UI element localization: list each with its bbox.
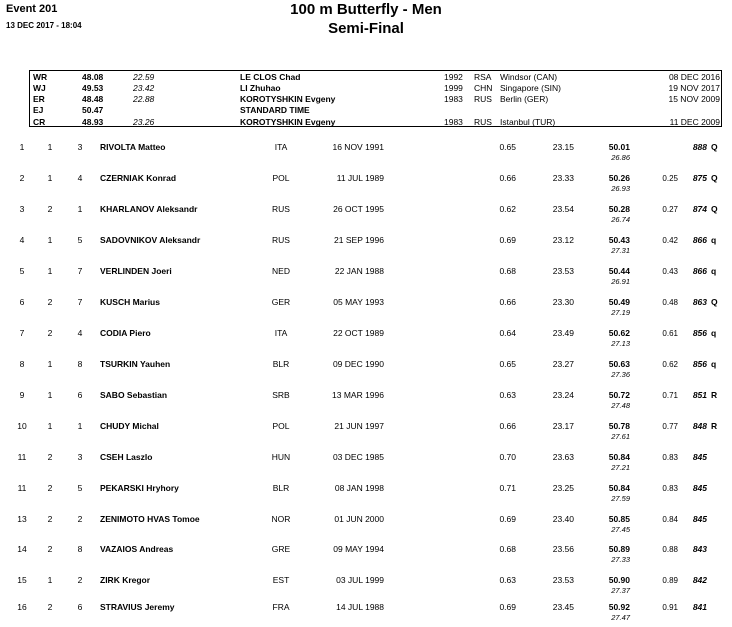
result-rank: 9 (19, 390, 25, 400)
result-lane: 4 (77, 328, 83, 338)
result-split-50: 23.30 (552, 297, 574, 307)
result-split-50: 23.25 (552, 483, 574, 493)
result-split-second: 27.31 (611, 246, 630, 255)
record-holder: LE CLOS Chad (240, 72, 301, 82)
result-time-behind: 0.43 (662, 267, 678, 276)
result-birthdate: 09 DEC 1990 (332, 359, 384, 369)
result-lane: 8 (77, 544, 83, 554)
result-reaction-time: 0.66 (499, 421, 516, 431)
result-reaction-time: 0.64 (499, 328, 516, 338)
result-athlete: CZERNIAK Konrad (100, 173, 177, 183)
result-time-behind: 0.83 (662, 484, 678, 493)
result-reaction-time: 0.66 (499, 297, 516, 307)
result-final-time: 50.85 (608, 514, 630, 524)
result-nation: SRB (272, 390, 290, 400)
result-birthdate: 13 MAR 1996 (332, 390, 384, 400)
record-split: 23.42 (133, 83, 155, 93)
result-qualification: R (711, 421, 718, 431)
event-title: 100 m Butterfly - Men (290, 1, 442, 18)
result-reaction-time: 0.65 (499, 359, 516, 369)
result-athlete: KHARLANOV Aleksandr (100, 204, 198, 214)
result-row (0, 599, 732, 627)
result-split-50: 23.53 (552, 575, 574, 585)
record-code: WJ (33, 83, 46, 93)
result-lane: 3 (77, 142, 83, 152)
result-points: 863 (692, 297, 707, 307)
result-row (0, 387, 732, 415)
result-split-50: 23.27 (552, 359, 574, 369)
result-split-50: 23.40 (552, 514, 574, 524)
result-row (0, 294, 732, 322)
result-split-50: 23.12 (552, 235, 574, 245)
result-qualification: Q (711, 142, 718, 152)
result-nation: FRA (272, 602, 290, 612)
result-athlete: ZENIMOTO HVAS Tomoe (100, 514, 200, 524)
result-rank: 11 (17, 452, 27, 462)
result-rank: 6 (19, 297, 25, 307)
record-time: 50.47 (82, 105, 104, 115)
record-time: 48.93 (82, 117, 104, 127)
result-rank: 16 (17, 602, 27, 612)
result-heat: 2 (47, 602, 53, 612)
result-lane: 3 (77, 452, 83, 462)
result-heat: 2 (47, 297, 53, 307)
result-qualification: Q (711, 297, 718, 307)
result-qualification: Q (711, 204, 718, 214)
result-birthdate: 21 SEP 1996 (334, 235, 384, 245)
result-rank: 10 (17, 421, 27, 431)
result-heat: 1 (47, 235, 53, 245)
result-lane: 6 (77, 602, 83, 612)
result-row (0, 139, 732, 167)
result-split-second: 27.45 (611, 525, 630, 534)
result-reaction-time: 0.63 (499, 575, 516, 585)
result-final-time: 50.72 (608, 390, 630, 400)
result-points: 875 (692, 173, 707, 183)
result-points: 845 (692, 483, 707, 493)
result-final-time: 50.90 (608, 575, 630, 585)
result-rank: 4 (19, 235, 25, 245)
record-date: 19 NOV 2017 (668, 83, 720, 93)
result-athlete: KUSCH Marius (100, 297, 160, 307)
result-time-behind: 0.71 (662, 391, 678, 400)
result-split-50: 23.63 (552, 452, 574, 462)
result-rank: 8 (19, 359, 25, 369)
result-reaction-time: 0.63 (499, 390, 516, 400)
record-place: Berlin (GER) (500, 94, 549, 104)
event-number: Event 201 (6, 3, 58, 15)
result-reaction-time: 0.68 (499, 544, 516, 554)
result-split-second: 27.47 (611, 613, 630, 622)
result-qualification: Q (711, 173, 718, 183)
result-athlete: VAZAIOS Andreas (100, 544, 174, 554)
result-lane: 4 (77, 173, 83, 183)
result-points: 843 (692, 544, 707, 554)
result-athlete: ZIRK Kregor (100, 575, 151, 585)
records-table (29, 70, 722, 127)
result-split-50: 23.54 (552, 204, 574, 214)
result-split-second: 26.86 (611, 153, 630, 162)
record-row (30, 72, 723, 83)
result-nation: NED (272, 266, 290, 276)
record-year: 1983 (444, 117, 463, 127)
result-heat: 2 (47, 328, 53, 338)
result-rank: 13 (17, 514, 27, 524)
result-rank: 5 (19, 266, 25, 276)
result-final-time: 50.84 (608, 483, 630, 493)
result-qualification: q (711, 266, 717, 276)
result-final-time: 50.92 (608, 602, 630, 612)
record-place: Windsor (CAN) (500, 72, 558, 82)
result-rank: 3 (19, 204, 25, 214)
result-time-behind: 0.88 (662, 545, 678, 554)
record-place: Singapore (SIN) (500, 83, 561, 93)
result-reaction-time: 0.66 (499, 173, 516, 183)
result-heat: 2 (47, 452, 53, 462)
record-row (30, 83, 723, 94)
result-nation: GER (271, 297, 291, 307)
result-athlete: RIVOLTA Matteo (100, 142, 166, 152)
result-split-second: 27.48 (611, 401, 630, 410)
result-points: 842 (692, 575, 707, 585)
result-birthdate: 16 NOV 1991 (332, 142, 384, 152)
result-split-second: 27.13 (611, 339, 630, 348)
result-split-50: 23.15 (552, 142, 574, 152)
event-datetime: 13 DEC 2017 - 18:04 (6, 21, 82, 30)
result-split-second: 26.93 (611, 184, 630, 193)
result-birthdate: 21 JUN 1997 (334, 421, 384, 431)
result-final-time: 50.26 (608, 173, 630, 183)
result-split-50: 23.17 (552, 421, 574, 431)
result-points: 856 (692, 328, 707, 338)
result-rank: 14 (17, 544, 27, 554)
result-reaction-time: 0.70 (499, 452, 516, 462)
result-split-second: 27.37 (611, 586, 630, 595)
result-time-behind: 0.83 (662, 453, 678, 462)
result-heat: 2 (47, 514, 53, 524)
record-nation: RUS (474, 117, 492, 127)
result-birthdate: 08 JAN 1998 (334, 483, 384, 493)
result-birthdate: 03 JUL 1999 (336, 575, 384, 585)
result-birthdate: 22 OCT 1989 (333, 328, 384, 338)
result-split-50: 23.53 (552, 266, 574, 276)
result-split-second: 27.59 (611, 494, 630, 503)
result-heat: 1 (47, 173, 53, 183)
result-athlete: STRAVIUS Jeremy (100, 602, 175, 612)
result-athlete: CODIA Piero (100, 328, 151, 338)
result-row (0, 232, 732, 260)
result-rank: 11 (17, 483, 27, 493)
result-final-time: 50.43 (608, 235, 630, 245)
result-split-second: 26.74 (611, 215, 630, 224)
result-nation: BLR (272, 359, 290, 369)
record-code: ER (33, 94, 45, 104)
result-reaction-time: 0.65 (499, 142, 516, 152)
result-heat: 1 (47, 390, 53, 400)
result-birthdate: 05 MAY 1993 (333, 297, 384, 307)
record-split: 22.59 (133, 72, 155, 82)
result-points: 848 (692, 421, 707, 431)
result-heat: 1 (47, 575, 53, 585)
result-birthdate: 09 MAY 1994 (333, 544, 384, 554)
result-lane: 2 (77, 514, 83, 524)
result-reaction-time: 0.69 (499, 235, 516, 245)
result-final-time: 50.62 (608, 328, 630, 338)
result-split-50: 23.49 (552, 328, 574, 338)
record-nation: RSA (474, 72, 492, 82)
result-heat: 2 (47, 204, 53, 214)
record-holder: STANDARD TIME (240, 105, 310, 115)
result-split-second: 27.61 (611, 432, 630, 441)
result-row (0, 449, 732, 477)
result-split-second: 27.36 (611, 370, 630, 379)
result-heat: 2 (47, 544, 53, 554)
result-athlete: PEKARSKI Hryhory (100, 483, 179, 493)
record-time: 48.48 (82, 94, 104, 104)
result-row (0, 325, 732, 353)
result-final-time: 50.78 (608, 421, 630, 431)
result-reaction-time: 0.68 (499, 266, 516, 276)
record-holder: KOROTYSHKIN Evgeny (240, 94, 336, 104)
record-split: 22.88 (133, 94, 155, 104)
result-heat: 2 (47, 483, 53, 493)
record-time: 49.53 (82, 83, 104, 93)
result-rank: 7 (19, 328, 25, 338)
result-nation: NOR (271, 514, 291, 524)
result-rank: 2 (19, 173, 25, 183)
record-split: 23.26 (133, 117, 155, 127)
record-date: 08 DEC 2016 (668, 72, 720, 82)
record-code: EJ (33, 105, 44, 115)
result-lane: 2 (77, 575, 83, 585)
result-nation: HUN (271, 452, 291, 462)
record-nation: CHN (474, 83, 493, 93)
result-row (0, 356, 732, 384)
result-lane: 1 (77, 421, 83, 431)
result-split-second: 27.21 (611, 463, 630, 472)
result-rank: 1 (19, 142, 25, 152)
result-split-50: 23.24 (552, 390, 574, 400)
result-lane: 7 (77, 266, 83, 276)
result-time-behind: 0.62 (662, 360, 678, 369)
result-nation: POL (272, 421, 290, 431)
result-split-50: 23.56 (552, 544, 574, 554)
result-split-50: 23.45 (552, 602, 574, 612)
result-heat: 1 (47, 142, 53, 152)
result-qualification: q (711, 328, 717, 338)
result-row (0, 263, 732, 291)
result-time-behind: 0.61 (662, 329, 678, 338)
result-row (0, 480, 732, 508)
result-nation: RUS (272, 204, 290, 214)
result-time-behind: 0.27 (662, 205, 678, 214)
result-time-behind: 0.25 (662, 174, 678, 183)
result-final-time: 50.84 (608, 452, 630, 462)
record-place: Istanbul (TUR) (500, 117, 556, 127)
record-date: 15 NOV 2009 (668, 94, 720, 104)
result-rank: 15 (17, 575, 27, 585)
result-athlete: CSEH Laszlo (100, 452, 153, 462)
record-nation: RUS (474, 94, 492, 104)
result-split-second: 27.33 (611, 555, 630, 564)
result-time-behind: 0.89 (662, 576, 678, 585)
result-athlete: VERLINDEN Joeri (100, 266, 172, 276)
result-points: 888 (692, 142, 707, 152)
result-points: 851 (692, 390, 707, 400)
result-reaction-time: 0.69 (499, 602, 516, 612)
result-lane: 7 (77, 297, 83, 307)
record-code: WR (33, 72, 48, 82)
result-final-time: 50.44 (608, 266, 630, 276)
result-qualification: q (711, 359, 717, 369)
result-final-time: 50.28 (608, 204, 630, 214)
result-birthdate: 26 OCT 1995 (333, 204, 384, 214)
result-birthdate: 03 DEC 1985 (332, 452, 384, 462)
result-athlete: CHUDY Michal (100, 421, 159, 431)
result-nation: ITA (274, 142, 288, 152)
result-points: 866 (692, 235, 707, 245)
result-reaction-time: 0.69 (499, 514, 516, 524)
result-lane: 5 (77, 235, 83, 245)
result-split-50: 23.33 (552, 173, 574, 183)
result-final-time: 50.63 (608, 359, 630, 369)
result-split-second: 27.19 (611, 308, 630, 317)
result-row (0, 511, 732, 539)
record-year: 1983 (444, 94, 463, 104)
record-row (30, 117, 723, 128)
result-points: 845 (692, 514, 707, 524)
result-split-second: 26.91 (611, 277, 630, 286)
event-phase: Semi-Final (328, 20, 404, 37)
result-birthdate: 11 JUL 1989 (336, 173, 384, 183)
result-nation: EST (272, 575, 290, 585)
result-time-behind: 0.48 (662, 298, 678, 307)
result-heat: 1 (47, 359, 53, 369)
result-qualification: R (711, 390, 718, 400)
result-final-time: 50.49 (608, 297, 630, 307)
result-lane: 1 (77, 204, 83, 214)
result-birthdate: 14 JUL 1988 (336, 602, 384, 612)
result-final-time: 50.01 (608, 142, 630, 152)
result-points: 866 (692, 266, 707, 276)
result-athlete: SADOVNIKOV Aleksandr (100, 235, 201, 245)
result-nation: POL (272, 173, 290, 183)
result-athlete: TSURKIN Yauhen (100, 359, 171, 369)
result-row (0, 418, 732, 446)
result-final-time: 50.89 (608, 544, 630, 554)
result-qualification: q (711, 235, 717, 245)
result-row (0, 170, 732, 198)
result-time-behind: 0.84 (662, 515, 678, 524)
result-points: 841 (692, 602, 707, 612)
result-nation: ITA (274, 328, 288, 338)
result-row (0, 541, 732, 569)
result-nation: GRE (271, 544, 291, 554)
result-row (0, 572, 732, 600)
result-birthdate: 22 JAN 1988 (334, 266, 384, 276)
result-nation: BLR (272, 483, 290, 493)
record-row (30, 94, 723, 105)
result-nation: RUS (272, 235, 290, 245)
result-reaction-time: 0.71 (499, 483, 516, 493)
result-time-behind: 0.42 (662, 236, 678, 245)
result-time-behind: 0.77 (662, 422, 678, 431)
record-holder: LI Zhuhao (240, 83, 281, 93)
record-time: 48.08 (82, 72, 104, 82)
result-points: 856 (692, 359, 707, 369)
record-date: 11 DEC 2009 (669, 117, 720, 127)
result-row (0, 201, 732, 229)
result-athlete: SABO Sebastian (100, 390, 168, 400)
record-year: 1999 (444, 83, 463, 93)
result-points: 874 (692, 204, 707, 214)
record-holder: KOROTYSHKIN Evgeny (240, 117, 336, 127)
result-heat: 1 (47, 421, 53, 431)
result-reaction-time: 0.62 (499, 204, 516, 214)
result-lane: 5 (77, 483, 83, 493)
result-birthdate: 01 JUN 2000 (334, 514, 384, 524)
record-code: CR (33, 117, 46, 127)
result-lane: 6 (77, 390, 83, 400)
result-lane: 8 (77, 359, 83, 369)
result-time-behind: 0.91 (662, 603, 678, 612)
record-year: 1992 (444, 72, 463, 82)
result-heat: 1 (47, 266, 53, 276)
record-row (30, 105, 723, 116)
result-points: 845 (692, 452, 707, 462)
